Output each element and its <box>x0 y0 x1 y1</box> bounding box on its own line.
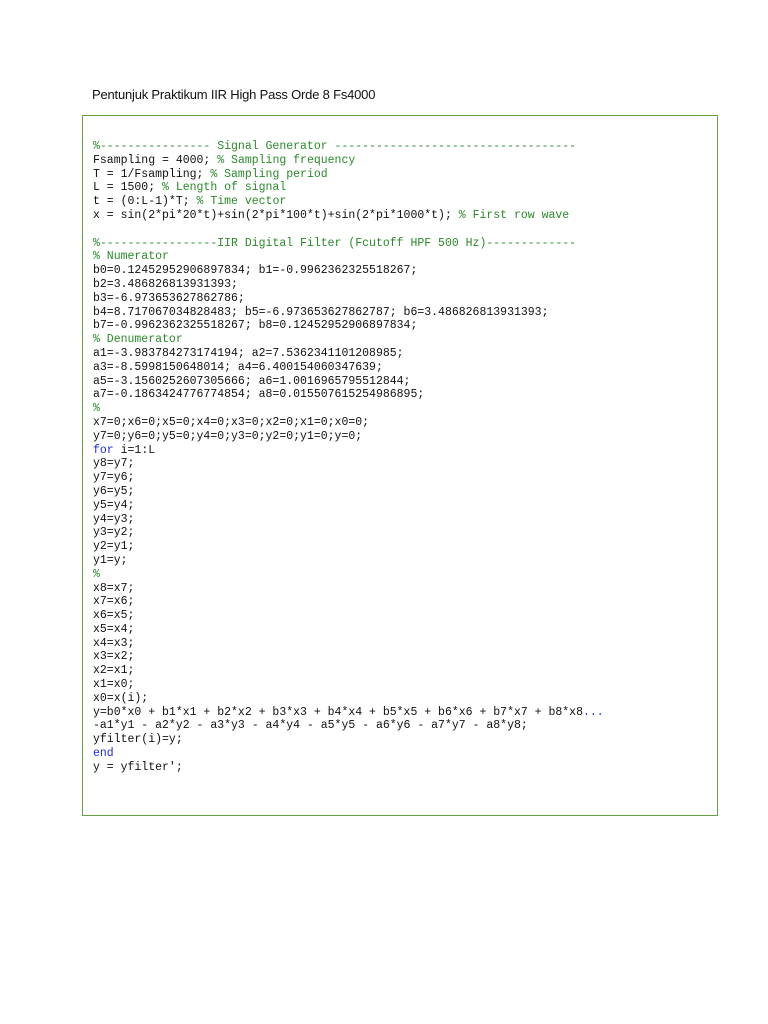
code-text: b0=0.12452952906897834; b1=-0.9962362325518267; <box>93 264 418 278</box>
code-text: a3=-8.5998150648014; a4=6.400154060347639; <box>93 360 383 374</box>
code-line <box>93 306 604 320</box>
code-line <box>93 485 604 499</box>
code-line <box>93 140 604 154</box>
code-text: y = yfilter'; <box>93 760 183 774</box>
code-text: y3=y2; <box>93 526 135 540</box>
code-line <box>93 181 604 195</box>
code-line <box>93 457 604 471</box>
code-line <box>93 375 604 389</box>
code-text: a1=-3.983784273174194; a2=7.5362341101208985; <box>93 346 404 360</box>
code-text: x4=x3; <box>93 636 135 650</box>
code-line <box>93 719 604 733</box>
blank-line <box>93 223 604 237</box>
code-text: L = 1500; <box>93 181 163 195</box>
code-line <box>93 582 604 596</box>
code-line <box>93 650 604 664</box>
code-line <box>93 637 604 651</box>
code-text: y1=y; <box>93 553 128 567</box>
code-text: x = sin(2*pi*20*t)+sin(2*pi*100*t)+sin(2*pi*1000*t); <box>93 208 459 222</box>
code-comment: %-----------------IIR Digital Filter (Fcutoff HPF 500 Hz)------------- <box>93 236 577 250</box>
code-line <box>93 416 604 430</box>
code-text: x1=x0; <box>93 678 135 692</box>
code-line <box>93 664 604 678</box>
code-line <box>93 278 604 292</box>
code-line <box>93 333 604 347</box>
code-text: a7=-0.1863424776774854; a8=0.015507615254986895; <box>93 388 425 402</box>
code-text: y7=y6; <box>93 471 135 485</box>
code-comment: % Time vector <box>196 195 287 209</box>
code-line <box>93 761 604 775</box>
code-text: x3=x2; <box>93 650 135 664</box>
code-line <box>93 623 604 637</box>
code-line <box>93 237 604 251</box>
code-line <box>93 347 604 361</box>
code-line <box>93 168 604 182</box>
code-comment: %---------------- Signal Generator ----------------------------------- <box>93 140 577 153</box>
code-comment: % <box>93 567 100 581</box>
code-text: y6=y5; <box>93 484 135 498</box>
code-text: b3=-6.973653627862786; <box>93 291 245 305</box>
code-line <box>93 609 604 623</box>
code-text: y2=y1; <box>93 540 135 554</box>
code-text: T = 1/Fsampling; <box>93 167 211 181</box>
code-line <box>93 499 604 513</box>
code-text: b4=8.717067034828483; b5=-6.973653627862787; b6=3.486826813931393; <box>93 305 549 319</box>
code-line <box>93 471 604 485</box>
code-line <box>93 747 604 761</box>
code-text: b2=3.486826813931393; <box>93 277 238 291</box>
code-line <box>93 540 604 554</box>
code-line <box>93 706 604 720</box>
code-text: a5=-3.1560252607305666; a6=1.0016965795512844; <box>93 374 411 388</box>
code-comment: % Numerator <box>93 250 169 264</box>
code-text: y=b0*x0 + b1*x1 + b2*x2 + b3*x3 + b4*x4 + b5*x5 + b6*x6 + b7*x7 + b8*x8 <box>93 705 583 719</box>
code-line <box>93 678 604 692</box>
matlab-code-block <box>93 140 604 775</box>
code-text: x2=x1; <box>93 664 135 678</box>
code-line <box>93 250 604 264</box>
code-text: y8=y7; <box>93 457 135 471</box>
code-line <box>93 195 604 209</box>
code-comment: % Length of signal <box>162 181 287 195</box>
code-comment: % Sampling frequency <box>217 153 356 167</box>
code-line <box>93 444 604 458</box>
code-text: b7=-0.9962362325518267; b8=0.12452952906897834; <box>93 319 418 333</box>
code-line <box>93 264 604 278</box>
code-text: x5=x4; <box>93 622 135 636</box>
code-keyword: ... <box>582 705 604 719</box>
code-line <box>93 568 604 582</box>
code-comment: % First row wave <box>458 208 570 222</box>
code-line <box>93 430 604 444</box>
code-text: y5=y4; <box>93 498 135 512</box>
code-keyword: end <box>93 747 114 761</box>
code-text: x7=x6; <box>93 595 135 609</box>
code-line <box>93 402 604 416</box>
code-comment: % <box>93 402 100 416</box>
code-keyword: for <box>93 443 114 457</box>
code-line <box>93 595 604 609</box>
code-line <box>93 388 604 402</box>
code-line <box>93 154 604 168</box>
code-line <box>93 319 604 333</box>
code-line <box>93 692 604 706</box>
code-line <box>93 554 604 568</box>
code-text: -a1*y1 - a2*y2 - a3*y3 - a4*y4 - a5*y5 - a6*y6 - a7*y7 - a8*y8; <box>93 719 528 733</box>
code-line <box>93 526 604 540</box>
code-text: i=1:L <box>113 443 156 457</box>
code-line <box>93 292 604 306</box>
code-comment: % Sampling period <box>210 167 328 181</box>
code-text: y4=y3; <box>93 512 135 526</box>
code-text: x7=0;x6=0;x5=0;x4=0;x3=0;x2=0;x1=0;x0=0; <box>93 415 370 429</box>
code-text: y7=0;y6=0;y5=0;y4=0;y3=0;y2=0;y1=0;y=0; <box>93 429 363 443</box>
code-text: x0=x(i); <box>93 691 149 705</box>
code-text: x6=x5; <box>93 609 135 623</box>
code-text: yfilter(i)=y; <box>93 733 183 747</box>
code-comment: % Denumerator <box>93 333 183 347</box>
code-text: x8=x7; <box>93 581 135 595</box>
code-line <box>93 733 604 747</box>
document-title: Pentunjuk Praktikum IIR High Pass Orde 8 Fs4000 <box>92 87 376 102</box>
code-line <box>93 361 604 375</box>
code-line <box>93 209 604 223</box>
code-text: Fsampling = 4000; <box>93 153 218 167</box>
code-line <box>93 513 604 527</box>
code-text: t = (0:L-1)*T; <box>93 195 197 209</box>
